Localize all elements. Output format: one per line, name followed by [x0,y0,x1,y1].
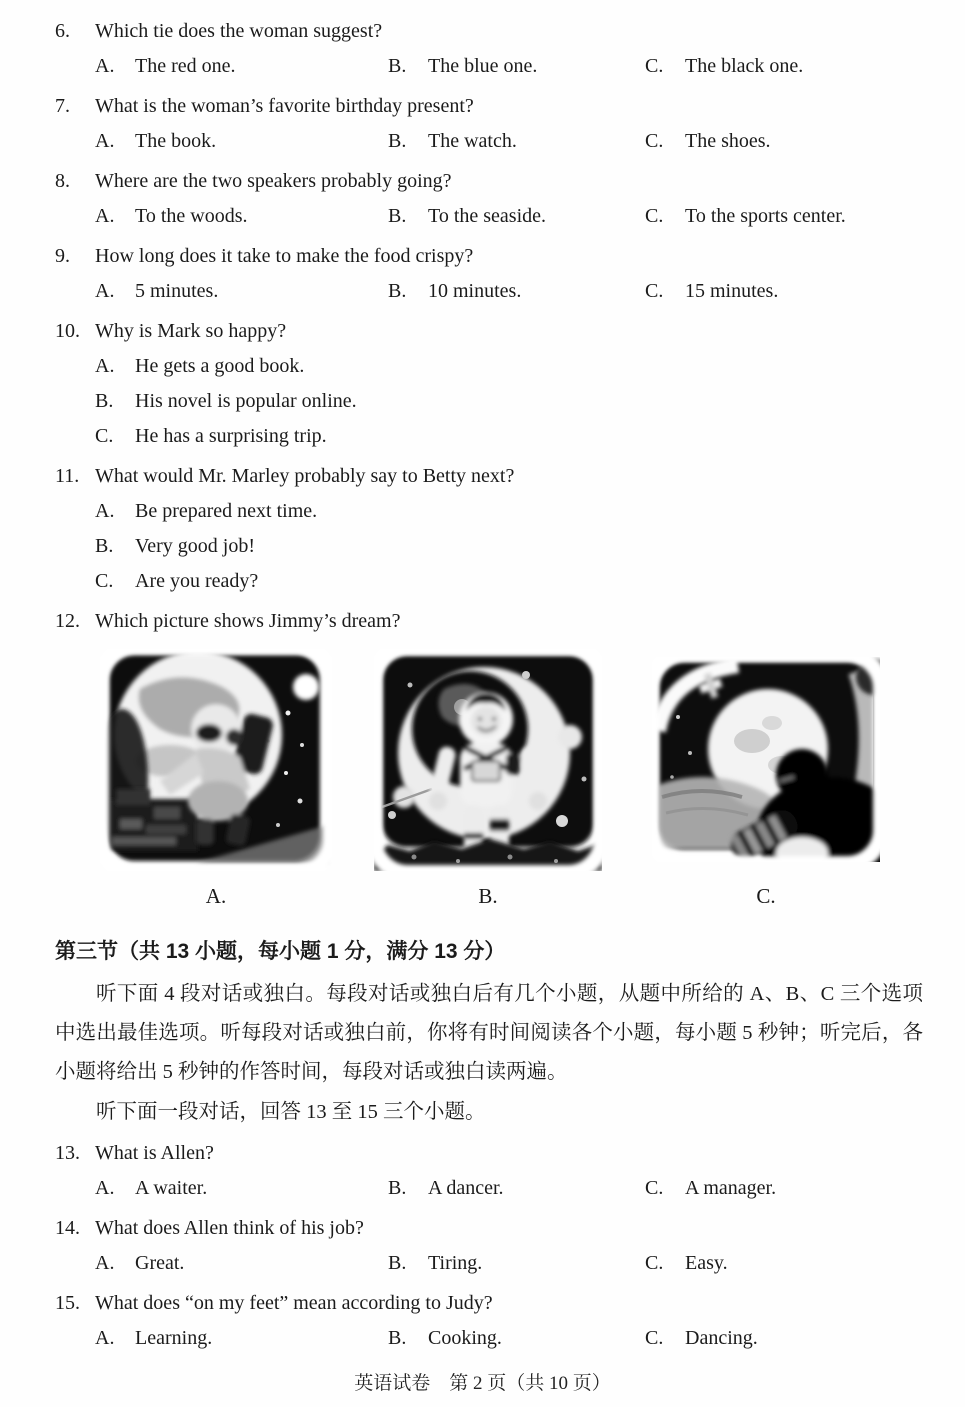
option-b [388,1246,645,1281]
option-label: B. [388,1327,407,1349]
question-number: 6. [55,20,70,42]
option-c [645,49,965,84]
question-text: Why is Mark so happy? [95,320,287,342]
option-label: B. [388,205,407,227]
question-number: 7. [55,95,70,117]
option-label: A. [95,1177,115,1199]
question-number: 8. [55,170,70,192]
question-number: 14. [55,1217,80,1239]
question-text: Which tie does the woman suggest? [95,20,383,42]
option-text: He gets a good book. [135,355,305,377]
option-label: C. [645,205,664,227]
option-label: C. [95,425,114,447]
option-a [95,124,388,159]
option-text: The black one. [685,55,804,77]
option-a [95,199,388,234]
option-c [645,1321,965,1356]
option-text: A manager. [685,1177,777,1199]
option-label: B. [95,535,114,557]
option-a [95,49,388,84]
option-a [95,1321,388,1356]
option-b [388,274,645,309]
picture-label-c: C. [756,884,776,908]
option-c [645,1246,965,1281]
option-b [388,1171,645,1206]
option-label: C. [95,570,114,592]
option-label: A. [95,500,115,522]
question-text: What would Mr. Marley probably say to Betty next? [95,465,515,487]
question-number: 15. [55,1292,80,1314]
option-label: C. [645,1177,664,1199]
section-instructions: 听下面 4 段对话或独白。每段对话或独白后有几个小题，从题中所给的 A、B、C 三个选项中选出最佳选项。听每段对话或独白前，你将有时间阅读各个小题，每小题 5 秒钟；听完后，各小题将给出 5 秒钟的作答时间，每段对话或独白读两遍。 [55,983,923,1083]
question-text: What is the woman’s favorite birthday present? [95,95,474,117]
moon-gazer-image [652,657,880,862]
question-number: 13. [55,1142,80,1164]
option-b [0,529,965,564]
dialogue-instruction: 听下面一段对话，回答 13 至 15 三个小题。 [96,1101,486,1123]
option-text: To the woods. [135,205,248,227]
option-text: A dancer. [428,1177,504,1199]
option-label: A. [95,1252,115,1274]
picture-option-a [100,649,332,871]
option-label: B. [388,1177,407,1199]
child-astronaut-image [374,649,602,871]
option-b [0,384,965,419]
option-label: A. [95,280,115,302]
option-text: A waiter. [135,1177,208,1199]
option-text: Great. [135,1252,185,1274]
option-text: His novel is popular online. [135,390,357,412]
option-a [95,274,388,309]
question-number: 9. [55,245,70,267]
option-c [645,274,965,309]
section-heading: 第三节（共 13 小题，每小题 1 分，满分 13 分） [55,940,506,963]
option-b [388,49,645,84]
option-b [388,124,645,159]
option-label: C. [645,130,664,152]
question-number: 12. [55,610,80,632]
option-text: Very good job! [135,535,255,557]
option-label: C. [645,280,664,302]
option-text: He has a surprising trip. [135,425,327,447]
option-c [0,564,965,599]
question-7 [0,89,965,159]
option-text: 10 minutes. [428,280,522,302]
option-b [388,1321,645,1356]
question-15 [0,1286,965,1356]
option-text: The red one. [135,55,236,77]
option-label: A. [95,1327,115,1349]
question-text: How long does it take to make the food crispy? [95,245,474,267]
question-text: Where are the two speakers probably going? [95,170,452,192]
picture-option-c [652,657,880,862]
option-c [0,419,965,454]
option-text: The blue one. [428,55,538,77]
option-label: B. [388,280,407,302]
option-c [645,199,965,234]
question-text: Which picture shows Jimmy’s dream? [95,610,401,632]
picture-label-b: B. [478,884,498,908]
question-number: 11. [55,465,80,487]
option-a [0,494,965,529]
option-label: B. [388,55,407,77]
option-c [645,1171,965,1206]
question-14 [0,1211,965,1281]
question-text: What is Allen? [95,1142,214,1164]
option-b [388,199,645,234]
option-label: A. [95,205,115,227]
option-label: C. [645,55,664,77]
picture-labels [0,881,965,911]
option-text: Learning. [135,1327,213,1349]
question-9 [0,239,965,309]
option-c [645,124,965,159]
option-text: Easy. [685,1252,728,1274]
option-text: Be prepared next time. [135,500,318,522]
page-footer: 英语试卷 第 2 页（共 10 页） [354,1373,611,1394]
option-label: A. [95,55,115,77]
option-a [0,349,965,384]
question-8 [0,164,965,234]
option-label: A. [95,355,115,377]
option-a [95,1171,388,1206]
question-text: What does “on my feet” mean according to Judy? [95,1292,493,1314]
option-text: Tiring. [428,1252,483,1274]
option-text: 5 minutes. [135,280,219,302]
option-text: 15 minutes. [685,280,779,302]
option-label: C. [645,1252,664,1274]
question-6 [0,14,965,84]
option-a [95,1246,388,1281]
option-text: The book. [135,130,217,152]
option-text: To the seaside. [428,205,547,227]
option-label: C. [645,1327,664,1349]
option-text: Cooking. [428,1327,502,1349]
question12-pictures [0,649,965,873]
question-12 [0,604,965,911]
option-text: Dancing. [685,1327,758,1349]
question-11 [0,459,965,599]
picture-label-a: A. [205,884,227,908]
question-text: What does Allen think of his job? [95,1217,364,1239]
picture-option-b [374,649,602,871]
option-text: The shoes. [685,130,771,152]
option-label: B. [388,1252,407,1274]
option-text: To the sports center. [685,205,846,227]
astronaut-working-image [100,649,332,871]
option-label: B. [95,390,114,412]
option-label: B. [388,130,407,152]
question-10 [0,314,965,454]
option-text: Are you ready? [135,570,259,592]
question-13 [0,1136,965,1206]
option-label: A. [95,130,115,152]
option-text: The watch. [428,130,517,152]
question-number: 10. [55,320,80,342]
